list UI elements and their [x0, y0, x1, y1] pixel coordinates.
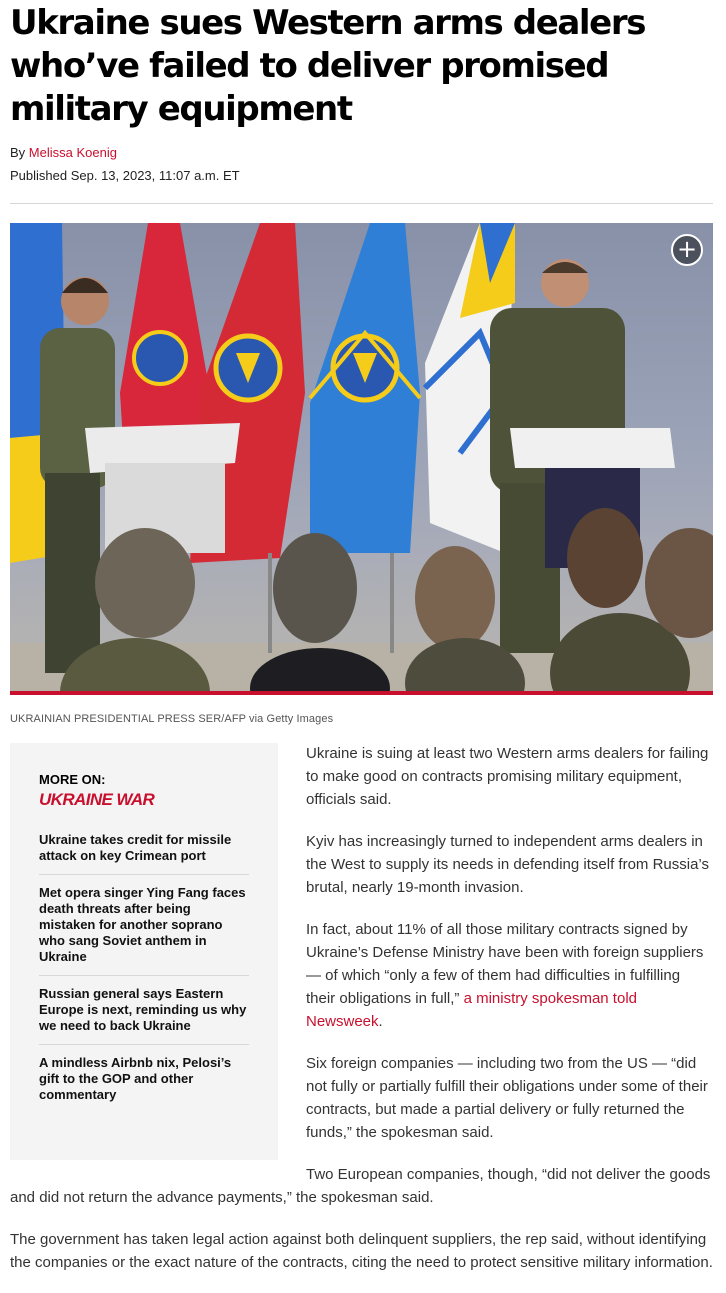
photo-credit: UKRAINIAN PRESIDENTIAL PRESS SER/AFP via Getty Images — [10, 713, 334, 725]
paragraph-6 — [10, 1228, 713, 1274]
more-on-item[interactable]: Russian general says Eastern Europe is next, reminding us why we need to back Ukraine — [39, 976, 249, 1045]
more-on-list — [39, 828, 249, 1113]
paragraph-text: Ukraine is suing at least two Western arms dealers for failing to make good on contracts promising military equipment, officials said. — [306, 745, 709, 808]
more-on-item[interactable]: Ukraine takes credit for missile attack on key Crimean port — [39, 828, 249, 875]
paragraph-text: In fact, about 11% of all those military contracts signed by Ukraine’s Defense Ministry have been with foreign suppliers — of which “only a few of them had difficulties in fulfilling their obligations in full,” — [306, 921, 704, 1007]
paragraph-text: Six foreign companies — including two from the US — “did not fully or partially fulfill their obligations under some of their contracts, but made a partial delivery or fully returned the funds,” the spokesman said. — [306, 1055, 708, 1141]
header-divider — [10, 203, 713, 204]
photo-accent-rule — [10, 691, 713, 695]
article-headline: Ukraine sues Western arms dealers who’ve failed to deliver promised military equipment — [10, 3, 646, 129]
more-on-label: MORE ON: — [39, 772, 106, 787]
author-link[interactable]: Melissa Koenig — [28, 145, 117, 160]
paragraph-text: . — [378, 1013, 383, 1030]
more-on-item[interactable]: A mindless Airbnb nix, Pelosi’s gift to the GOP and other commentary — [39, 1055, 232, 1102]
article-header — [10, 0, 713, 725]
more-on-item[interactable]: Met opera singer Ying Fang faces death threats after being mistaken for another soprano who sang Soviet anthem in Ukraine — [39, 875, 249, 976]
hero-photo-illustration — [10, 223, 713, 691]
expand-image-button[interactable]: + — [671, 234, 703, 266]
byline — [10, 145, 713, 160]
more-on-topic-link[interactable]: UKRAINE WAR — [39, 790, 155, 809]
paragraph-text: Kyiv has increasingly turned to independent arms dealers in the West to supply its needs in defending itself from Russia’s brutal, nearly 19-month invasion. — [306, 833, 709, 896]
newsweek-link[interactable]: a ministry spokesman told Newsweek — [306, 990, 637, 1030]
more-on-box — [10, 743, 278, 1160]
published-date: Published Sep. 13, 2023, 11:07 a.m. ET — [10, 168, 240, 183]
byline-prefix: By — [10, 145, 29, 160]
paragraph-text: The government has taken legal action against both delinquent suppliers, the rep said, without identifying the companies or the exact nature of the contracts, citing the need to protect sensitive military information. — [10, 1231, 713, 1271]
paragraph-text: Two European companies, though, “did not deliver the goods and did not return the advance payments,” the spokesman said. — [10, 1166, 711, 1206]
hero-photo — [10, 223, 713, 691]
